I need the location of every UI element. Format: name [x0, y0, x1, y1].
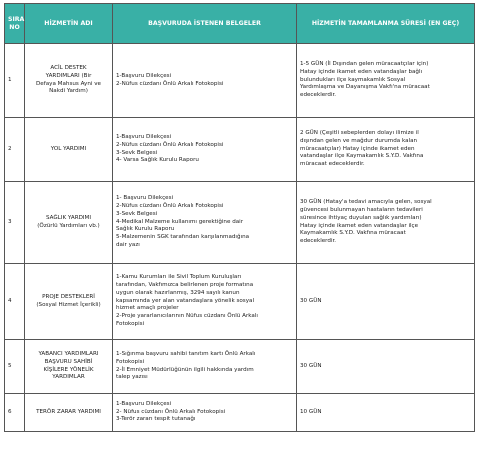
service-name-cell	[25, 394, 113, 432]
completion-time-cell	[297, 394, 475, 432]
service-name-cell-line: BAŞVURU SAHİBİ	[44, 358, 93, 365]
services-table	[4, 3, 475, 432]
required-docs-cell	[113, 394, 297, 432]
service-name-cell-line: (Sosyal Hizmet İçerikli)	[36, 301, 101, 308]
service-name-cell-line: YARDIMLAR	[52, 374, 85, 381]
required-docs-cell-line: 4- Varsa Sağlık Kurulu Raporu	[116, 157, 199, 164]
completion-time-cell-line: vatandaşlar ilçe Kaymakamlık S.Y.D. Vakfına	[300, 153, 424, 160]
service-name-cell-line: (Özürlü Yardımları vb.)	[37, 222, 100, 229]
required-docs-cell-line: 5-Malzemenin SGK tarafından karşılanmadığına	[116, 234, 250, 241]
required-docs-cell-line: 2- Nüfus cüzdanı Önlü Arkalı Fotokopisi	[116, 408, 226, 415]
required-docs-cell	[113, 264, 297, 340]
completion-time-cell-line: süresince ihtiyaç duyulan sağlık yardımları)	[300, 214, 422, 221]
required-docs-cell-line: uygun olarak hazırlanmış, 3294 sayılı kanun	[116, 289, 240, 296]
completion-time-cell-line: edeceklerdir.	[300, 92, 337, 99]
required-docs-cell-line: Sağlık Kurulu Raporu	[116, 226, 175, 233]
table-row	[5, 264, 475, 340]
table-row	[5, 394, 475, 432]
required-docs-cell-line: dair yazı	[116, 242, 140, 249]
required-docs-cell-line: 3-Sevk Belgesi	[116, 149, 158, 156]
required-docs-cell	[113, 340, 297, 394]
table-row	[5, 118, 475, 182]
completion-time-cell	[297, 264, 475, 340]
required-docs-cell-line: 1-Başvuru Dilekçesi	[116, 72, 172, 79]
service-name-cell	[25, 264, 113, 340]
completion-time-cell	[297, 182, 475, 264]
required-docs-cell-line: 3-Sevk Belgesi	[116, 210, 158, 217]
required-docs-cell-line: 2-Nüfus cüzdanı Önlü Arkalı Fotokopisi	[116, 80, 224, 87]
required-docs-cell-line: Fotokopisi	[116, 321, 145, 328]
row-number-cell-line: 2	[8, 145, 12, 152]
completion-time-cell	[297, 340, 475, 394]
table-row	[5, 182, 475, 264]
service-name-cell	[25, 118, 113, 182]
required-docs-cell-line: 2-Nüfus cüzdanı Önlü Arkalı Fotokopisi	[116, 141, 224, 148]
service-name-cell-line: Nakdi Yardım)	[49, 88, 88, 95]
header-service: HİZMETİN ADI	[25, 4, 113, 44]
completion-time-cell-line: müracaatçılar) Hatay içinde ikamet eden	[300, 145, 415, 152]
required-docs-cell-line: 2-Nüfus cüzdanı Önlü Arkalı Fotokopisi	[116, 202, 224, 209]
required-docs-cell-line: 1-Kamu Kurumları ile Sivil Toplum Kuruluşları	[116, 273, 242, 280]
required-docs-cell-line: 1-Sığınma başvuru sahibi tanıtım kartı Önlü Arkalı	[116, 350, 256, 357]
completion-time-cell-line: Kaymakamlık S.Y.D. Vakfına müracaat	[300, 230, 406, 237]
required-docs-cell-line: 2-İl Emniyet Müdürlüğünün ilgili hakkında yardım	[116, 366, 254, 373]
completion-time-cell	[297, 44, 475, 118]
row-number-cell	[5, 264, 25, 340]
required-docs-cell	[113, 118, 297, 182]
service-name-cell	[25, 182, 113, 264]
completion-time-cell	[297, 118, 475, 182]
service-name-cell-line: SAĞLIK YARDIMI	[45, 214, 92, 221]
required-docs-cell-line: talep yazısı	[116, 374, 148, 381]
required-docs-cell-line: 2-Proje yararlanıcılarının Nüfus cüzdanı Önlü Arkalı	[116, 313, 258, 320]
completion-time-cell-line: müracaat edeceklerdir.	[300, 161, 365, 168]
completion-time-cell-line: dışından gelen ve mağdur durumda kalan	[300, 137, 418, 144]
service-name-cell-line: PROJE DESTEKLERİ	[42, 293, 95, 300]
service-name-cell	[25, 340, 113, 394]
row-number-cell	[5, 118, 25, 182]
header-no: SIRA NO	[5, 4, 25, 44]
service-name-cell-line: KİŞİLERE YÖNELİK	[43, 366, 94, 373]
required-docs-cell-line: kapsamında yer alan vatandaşlara yönelik sosyal	[116, 297, 255, 304]
row-number-cell-line: 5	[8, 362, 12, 369]
header-docs: BAŞVURUDA İSTENEN BELGELER	[113, 4, 297, 44]
completion-time-cell-line: 2 GÜN (Çeşitli sebeplerden dolayı ilimize il	[300, 129, 419, 136]
row-number-cell-line: 1	[8, 76, 12, 83]
header-duration: HİZMETİN TAMAMLANMA SÜRESİ (EN GEÇ)	[297, 4, 475, 44]
required-docs-cell-line: hizmet amaçlı projeler	[116, 305, 179, 312]
row-number-cell	[5, 340, 25, 394]
table-header-row	[5, 4, 475, 44]
completion-time-cell-line: edeceklerdir.	[300, 238, 337, 245]
service-name-cell-line: YABANCI YARDIMLARI	[38, 350, 99, 357]
completion-time-cell-line: 1-5 GÜN (İl Dışından gelen müracaatçılar için)	[300, 60, 429, 67]
service-name-cell	[25, 44, 113, 118]
table-row	[5, 340, 475, 394]
table-body	[5, 44, 475, 432]
completion-time-cell-line: 30 GÜN	[300, 362, 322, 369]
service-name-cell-line: ACİL DESTEK	[50, 64, 87, 71]
completion-time-cell-line: bulundukları ilçe kaymakamlık Sosyal	[300, 76, 406, 83]
service-name-cell-line: YARDIMLARI (Bir	[45, 72, 92, 79]
service-name-cell-line: Defaya Mahsus Ayni ve	[36, 80, 101, 87]
services-table-container	[4, 3, 474, 432]
row-number-cell-line: 4	[8, 297, 12, 304]
required-docs-cell-line: 1- Başvuru Dilekçesi	[116, 194, 174, 201]
completion-time-cell-line: 10 GÜN	[300, 408, 322, 415]
required-docs-cell-line: 1-Başvuru Dilekçesi	[116, 133, 172, 140]
row-number-cell-line: 6	[8, 408, 12, 415]
required-docs-cell	[113, 44, 297, 118]
completion-time-cell-line: Hatay içinde ikamet eden vatandaşlar ilçe	[300, 222, 419, 229]
table-row	[5, 44, 475, 118]
required-docs-cell-line: 1-Başvuru Dilekçesi	[116, 400, 172, 407]
required-docs-cell	[113, 182, 297, 264]
completion-time-cell-line: Hatay içinde ikamet eden vatandaşlar bağlı	[300, 68, 423, 75]
row-number-cell	[5, 182, 25, 264]
service-name-cell-line: TERÖR ZARAR YARDIMI	[36, 408, 101, 415]
row-number-cell	[5, 394, 25, 432]
required-docs-cell-line: 4-Medikal Malzeme kullanımı gerektiğine dair	[116, 218, 244, 225]
row-number-cell-line: 3	[8, 218, 12, 225]
required-docs-cell-line: tarafından, Vakfımızca belirlenen proje formatına	[116, 281, 254, 288]
row-number-cell	[5, 44, 25, 118]
completion-time-cell-line: Yardımlaşma ve Dayanışma Vakfı'na müracaat	[300, 84, 430, 91]
completion-time-cell-line: 30 GÜN (Hatay'a tedavi amacıyla gelen, sosyal	[300, 198, 432, 205]
service-name-cell-line: YOL YARDIMI	[50, 145, 87, 152]
completion-time-cell-line: güvencesi bulunmayan hastaların tedavileri	[300, 206, 423, 213]
required-docs-cell-line: Fotokopisi	[116, 358, 145, 365]
completion-time-cell-line: 30 GÜN	[300, 297, 322, 304]
required-docs-cell-line: 3-Terör zararı tespit tutanağı	[116, 416, 196, 423]
